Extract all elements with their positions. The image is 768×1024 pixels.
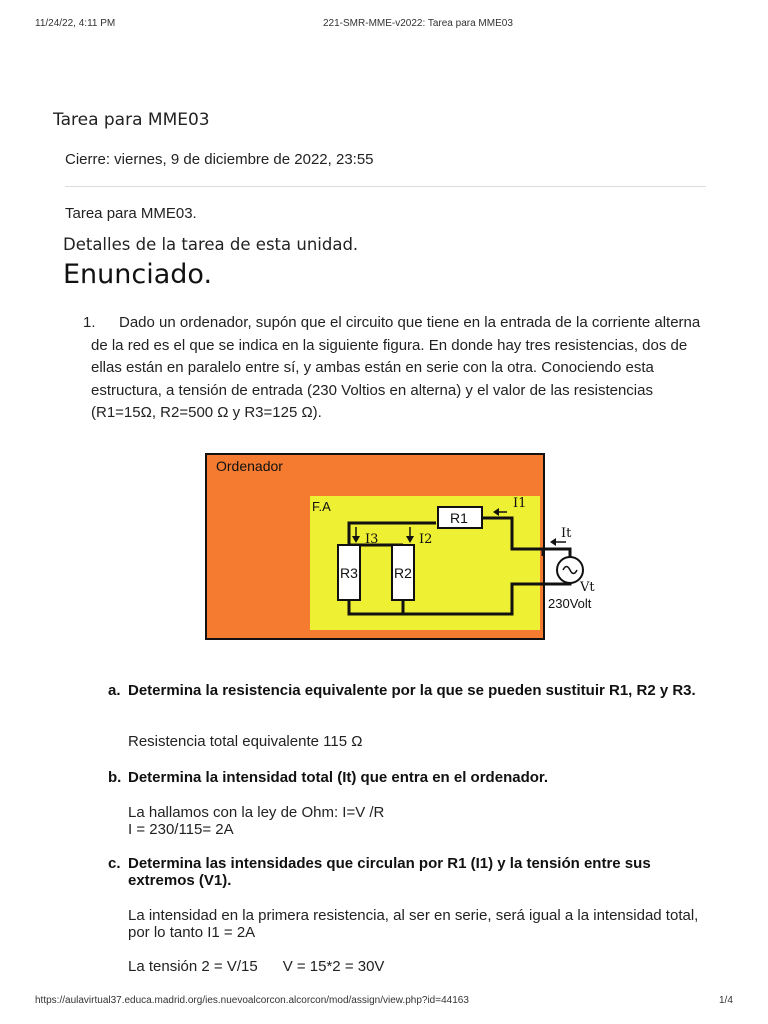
print-doc-title: 221-SMR-MME-v2022: Tarea para MME03 [323,18,513,29]
vt-label: Vt [580,580,595,595]
page-title: Tarea para MME03 [53,110,210,130]
i2-label: I2 [419,532,433,547]
answer-a [128,733,718,750]
answer-b [128,804,718,838]
question-text: Determina la resistencia equivalente por la que se pueden sustituir R1, R2 y R3. [128,682,696,699]
i1-label: I1 [513,496,527,511]
answer-line: La tensión 2 = V/15 V = 15*2 = 30V [128,958,385,975]
statement-heading: Enunciado. [63,259,213,290]
question-text: Determina las intensidades que circulan por R1 (I1) y la tensión entre sus extremos (V1). [128,855,651,889]
divider [65,186,706,187]
it-label: It [561,526,572,541]
circuit-diagram [205,453,550,653]
question-b [108,769,718,786]
r2-label: R2 [394,565,412,581]
assignment-intro: Tarea para MME03. [65,205,197,222]
print-url: https://aulavirtual37.educa.madrid.org/ies.nuevoalcorcon.alcorcon/mod/assign/view.php?id=44163 [35,995,469,1006]
question-letter: b. [108,769,122,786]
answer-line: Resistencia total equivalente 115 Ω [128,733,363,750]
closing-date: Cierre: viernes, 9 de diciembre de 2022, 23:55 [65,151,374,168]
answer-line: La intensidad en la primera resistencia, al ser en serie, será igual a la intensidad total, por lo tanto I1 = 2A [128,907,699,941]
computer-label: Ordenador [216,458,283,474]
question-a [108,682,718,699]
power-supply-label: F.A [312,499,331,514]
question-letter: c. [108,855,121,872]
list-item-number: 1. [83,314,96,331]
i3-label: I3 [365,532,379,547]
list-item-1 [83,312,711,425]
r1-label: R1 [450,510,468,526]
question-c [108,855,718,889]
answer-line: I = 230/115= 2A [128,821,234,838]
list-item-text: Dado un ordenador, supón que el circuito que tiene en la entrada de la corriente alterna de la red es el que se indica en la siguiente figura. En donde hay tres resistencias, dos de ellas están en paralelo entre sí, y ambas están en serie con la otra. Conociendo esta estructura, a tensión de entrada (230 Voltios en alterna) y el valor de las resistencias (R1=15Ω, R2=500 Ω y R3=125 Ω). [91,314,701,422]
source-lead-bottom [512,583,543,584]
question-letter: a. [108,682,121,699]
answer-c [128,907,718,975]
print-datetime: 11/24/22, 4:11 PM [35,18,116,29]
details-subheading: Detalles de la tarea de esta unidad. [63,235,359,254]
question-text: Determina la intensidad total (It) que entra en el ordenador. [128,769,549,786]
voltage-label: 230Volt [548,596,592,611]
answer-line: La hallamos con la ley de Ohm: I=V /R [128,804,385,821]
circuit-source [540,520,610,615]
page-number: 1/4 [719,995,733,1006]
r3-label: R3 [340,565,358,581]
